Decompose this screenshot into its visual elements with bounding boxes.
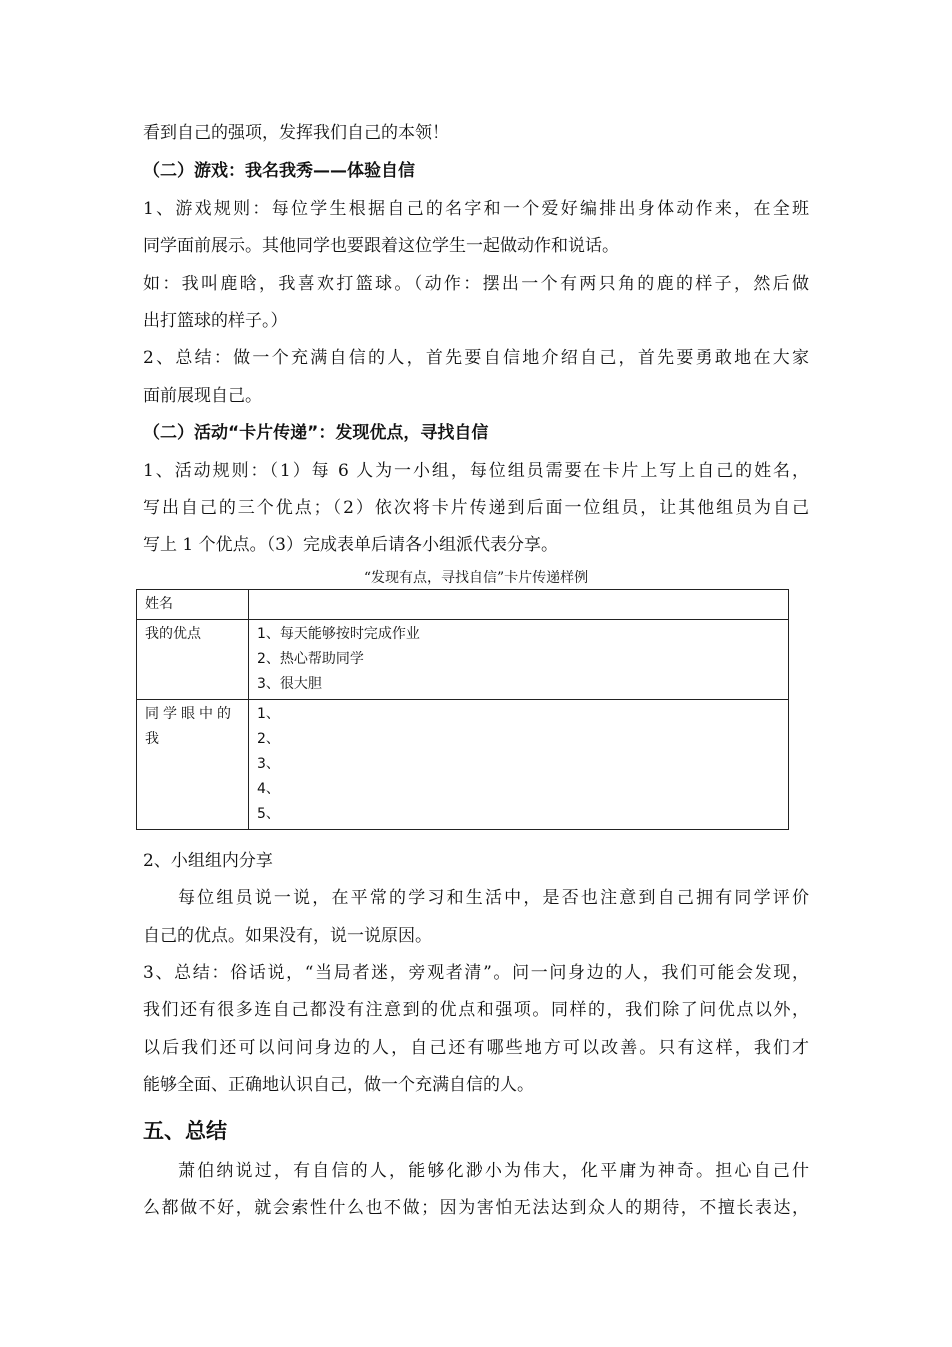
paragraph-text: 1、游戏规则：每位学生根据自己的名字和一个爱好编排出身体动作来，在全班 bbox=[143, 199, 809, 219]
paragraph-text: 面前展现自己。 bbox=[143, 386, 262, 406]
list-item: 5、 bbox=[257, 806, 280, 822]
strengths-cell bbox=[249, 620, 789, 700]
paragraph-text: 出打篮球的样子。） bbox=[143, 311, 288, 331]
table-row bbox=[137, 620, 789, 700]
name-label: 姓名 bbox=[137, 590, 249, 620]
list-item: 1、每天能够按时完成作业 bbox=[257, 626, 420, 642]
paragraph-text: 自己的优点。如果没有，说一说原因。 bbox=[143, 926, 432, 946]
peer-cell bbox=[249, 700, 789, 830]
paragraph-text: 3、总结：俗话说，“当局者迷，旁观者清”。问一问身边的人，我们可能会发现， bbox=[143, 963, 809, 983]
table-caption: “发现有点，寻找自信”卡片传递样例 bbox=[363, 570, 589, 586]
table-row bbox=[137, 700, 789, 830]
paragraph-text: 同学面前展示。其他同学也要跟着这位学生一起做动作和说话。 bbox=[143, 236, 619, 256]
strengths-label: 我的优点 bbox=[137, 620, 249, 700]
table-row bbox=[137, 590, 789, 620]
paragraph-text: 1、活动规则：（1）每 6 人为一小组，每位组员需要在卡片上写上自己的姓名， bbox=[143, 461, 809, 481]
peer-label: 同学眼中的我 bbox=[137, 700, 249, 830]
paragraph-text: 能够全面、正确地认识自己，做一个充满自信的人。 bbox=[143, 1075, 534, 1095]
paragraph-text: 以后我们还可以问问身边的人，自己还有哪些地方可以改善。只有这样，我们才 bbox=[143, 1038, 809, 1058]
list-item: 4、 bbox=[257, 781, 280, 797]
paragraph-text: 看到自己的强项，发挥我们自己的本领！ bbox=[143, 123, 449, 143]
list-item: 2、 bbox=[257, 731, 280, 747]
list-item: 3、 bbox=[257, 756, 280, 772]
list-item: 1、 bbox=[257, 706, 280, 722]
paragraph-text: 萧伯纳说过，有自信的人，能够化渺小为伟大，化平庸为神奇。担心自己什 bbox=[178, 1161, 809, 1181]
list-item: 2、热心帮助同学 bbox=[257, 651, 364, 667]
paragraph-text: 我们还有很多连自己都没有注意到的优点和强项。同样的，我们除了问优点以外， bbox=[143, 1000, 809, 1020]
name-value bbox=[249, 590, 789, 620]
paragraph-text: 写出自己的三个优点；（2）依次将卡片传递到后面一位组员，让其他组员为自己 bbox=[143, 498, 809, 518]
section-heading: 五、总结 bbox=[143, 1119, 227, 1143]
paragraph-text: 每位组员说一说，在平常的学习和生活中，是否也注意到自己拥有同学评价 bbox=[178, 888, 809, 908]
subheading-card-activity: （二）活动“卡片传递”：发现优点，寻找自信 bbox=[143, 423, 489, 443]
paragraph-text: 么都做不好，就会索性什么也不做；因为害怕无法达到众人的期待，不擅长表达， bbox=[143, 1198, 809, 1218]
paragraph-text: 写上 1 个优点。（3）完成表单后请各小组派代表分享。 bbox=[143, 535, 558, 555]
paragraph-text: 2、总结：做一个充满自信的人，首先要自信地介绍自己，首先要勇敢地在大家 bbox=[143, 348, 809, 368]
paragraph-text: 如：我叫鹿晗，我喜欢打篮球。（动作：摆出一个有两只角的鹿的样子，然后做 bbox=[143, 274, 809, 294]
list-item: 3、很大胆 bbox=[257, 676, 322, 692]
subheading-game: （二）游戏：我名我秀——体验自信 bbox=[143, 161, 415, 181]
paragraph-text: 2、小组组内分享 bbox=[143, 851, 273, 871]
card-table bbox=[136, 589, 789, 830]
